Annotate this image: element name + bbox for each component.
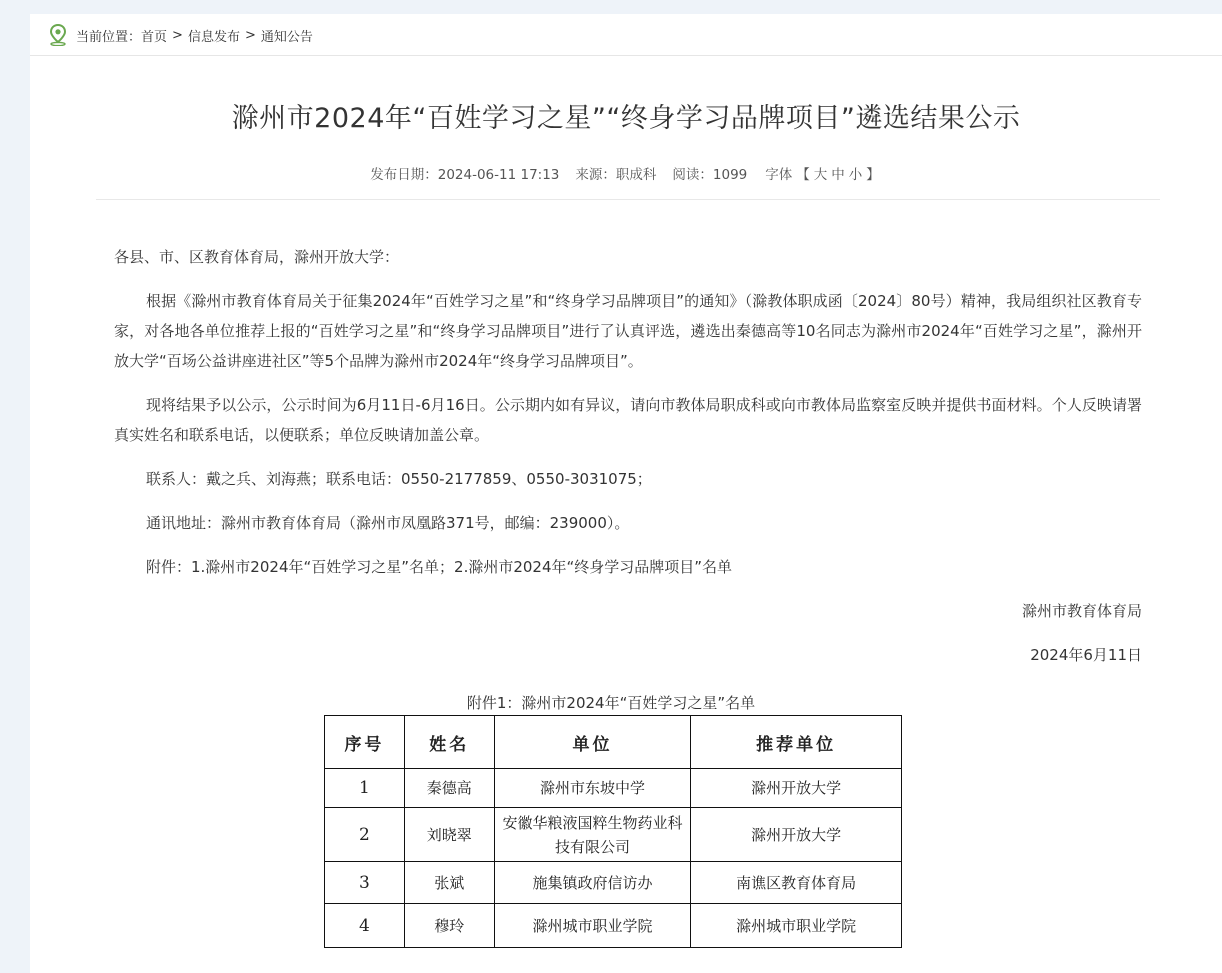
- cell-recommender: 南谯区教育体育局: [691, 862, 902, 904]
- cell-number: 3: [325, 862, 405, 904]
- table-row: [325, 904, 902, 948]
- article-body: [114, 242, 1142, 670]
- cell-recommender: 滁州城市职业学院: [691, 904, 902, 948]
- table-row: [325, 808, 902, 862]
- attachment-title: 附件1：滁州市2024年“百姓学习之星”名单: [466, 694, 756, 712]
- contact-paragraph: 联系人：戴之兵、刘海燕；联系电话：0550-2177859、0550-3031075；: [146, 470, 652, 488]
- meta-divider: [96, 199, 1160, 200]
- paragraph: 根据《滁州市教育体育局关于征集2024年“百姓学习之星”和“终身学习品牌项目”的通知》（滁教体职成函〔2024〕80号）精神，我局组织社区教育专家，对各地各单位推荐上报的“百姓学习之星”和“终身学习品牌项目”进行了认真评选，遴选出秦德高等10名同志为滁州市2024年“百姓学习之星”，滁州开放大学“百场公益讲座进社区”等5个品牌为滁州市2024年“终身学习品牌项目”。: [114, 292, 1142, 370]
- signature: 滁州市教育体育局: [1021, 602, 1142, 620]
- view-count: 阅读：1099: [672, 167, 748, 183]
- column-header: 推荐单位: [691, 716, 902, 769]
- cell-recommender: 滁州开放大学: [691, 769, 902, 808]
- breadcrumb-news-link[interactable]: 信息发布: [187, 29, 240, 45]
- breadcrumb-separator: >: [172, 27, 183, 43]
- location-pin-icon: [48, 24, 68, 46]
- cell-number: 1: [325, 769, 405, 808]
- paragraph: 现将结果予以公示，公示时间为6月11日-6月16日。公示期内如有异议，请向市教体局职成科或向市教体局监察室反映并提供书面材料。个人反映请署真实姓名和联系电话，以便联系；单位反映请加盖公章。: [114, 396, 1142, 444]
- cell-name: 刘晓翠: [404, 808, 494, 862]
- cell-name: 秦德高: [404, 769, 494, 808]
- font-size-switch: 字体 【 大 中 小 】: [765, 167, 880, 183]
- table-header-row: [325, 716, 902, 769]
- column-header: 序号: [325, 716, 405, 769]
- font-size-label: 字体: [765, 167, 793, 183]
- cell-name: 张斌: [404, 862, 494, 904]
- breadcrumb-divider: [30, 55, 1222, 56]
- sign-date: 2024年6月11日: [1030, 646, 1142, 664]
- name-list-table: [324, 715, 902, 948]
- article-source: 来源：职成科: [575, 167, 657, 183]
- cell-unit: 安徽华粮液国粹生物药业科技有限公司: [494, 808, 691, 862]
- cell-unit: 施集镇政府信访办: [494, 862, 691, 904]
- font-large-button[interactable]: 大: [813, 167, 828, 183]
- font-medium-button[interactable]: 中: [831, 167, 845, 183]
- greeting: 各县、市、区教育体育局，滁州开放大学：: [114, 248, 400, 266]
- breadcrumb: [48, 24, 313, 46]
- publish-date: 发布日期：2024-06-11 17:13: [370, 167, 560, 183]
- breadcrumb-home-link[interactable]: 首页: [141, 29, 168, 45]
- column-header: 姓名: [404, 716, 494, 769]
- cell-number: 4: [325, 904, 405, 948]
- article-meta: [30, 163, 1222, 183]
- column-header: 单位: [494, 716, 691, 769]
- article-title: 滁州市2024年“百姓学习之星”“终身学习品牌项目”遴选结果公示: [231, 103, 1021, 134]
- cell-number: 2: [325, 808, 405, 862]
- table-row: [325, 862, 902, 904]
- table-row: [325, 769, 902, 808]
- attachments-paragraph: 附件：1.滁州市2024年“百姓学习之星”名单；2.滁州市2024年“终身学习品牌项目”名单: [146, 558, 733, 576]
- address-paragraph: 通讯地址：滁州市教育体育局（滁州市凤凰路371号，邮编：239000）。: [146, 514, 630, 532]
- cell-name: 穆玲: [404, 904, 494, 948]
- cell-unit: 滁州城市职业学院: [494, 904, 691, 948]
- font-small-button[interactable]: 小: [848, 167, 863, 183]
- breadcrumb-prefix: 当前位置：: [76, 29, 142, 45]
- breadcrumb-separator: >: [244, 27, 256, 43]
- breadcrumb-notices-link[interactable]: 通知公告: [260, 29, 313, 45]
- cell-recommender: 滁州开放大学: [691, 808, 902, 862]
- cell-unit: 滁州市东坡中学: [494, 769, 691, 808]
